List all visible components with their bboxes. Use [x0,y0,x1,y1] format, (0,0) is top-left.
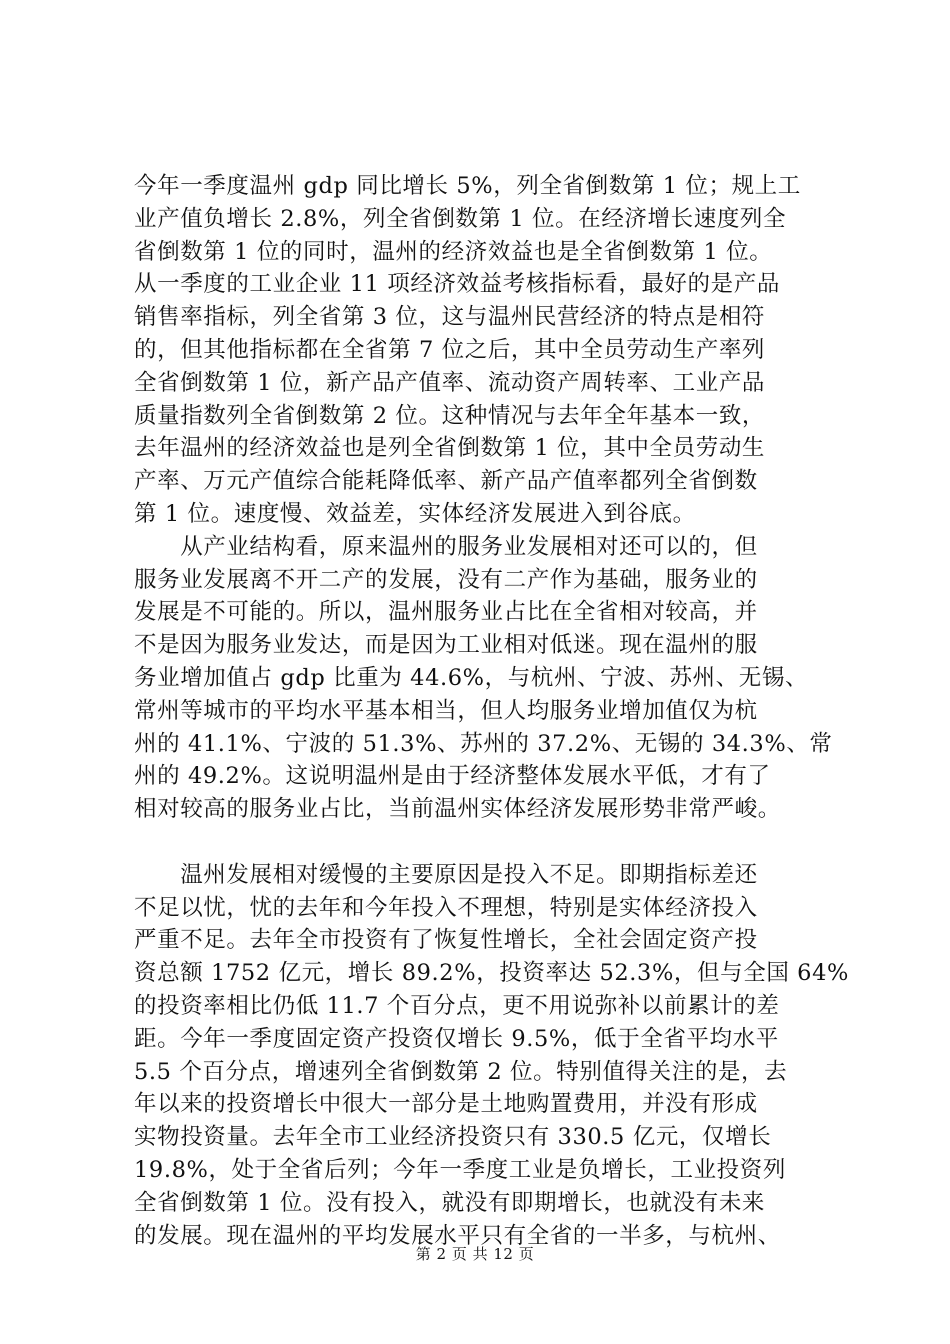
text-line: 产率、万元产值综合能耗降低率、新产品产值率都列全省倒数 [134,468,758,495]
text-line: 省倒数第 1 位的同时，温州的经济效益也是全省倒数第 1 位。 [134,238,773,265]
text-line: 第 1 位。速度慢、效益差，实体经济发展进入到谷底。 [134,500,696,527]
paragraph-2 [134,531,834,826]
paragraph-spacer [134,826,834,859]
text-line: 服务业发展离不开二产的发展，没有二产作为基础，服务业的 [134,566,758,593]
text-line: 全省倒数第 1 位。没有投入，就没有即期增长，也就没有未来 [134,1189,766,1216]
text-line: 实物投资量。去年全市工业经济投资只有 330.5 亿元，仅增长 [134,1124,772,1151]
text-line: 从产业结构看，原来温州的服务业发展相对还可以的，但 [134,533,758,560]
text-line: 不足以忧，忧的去年和今年投入不理想，特别是实体经济投入 [134,894,758,921]
text-line: 业产值负增长 2.8%，列全省倒数第 1 位。在经济增长速度列全 [134,205,787,232]
text-line: 从一季度的工业企业 11 项经济效益考核指标看，最好的是产品 [134,271,780,298]
text-line: 去年温州的经济效益也是列全省倒数第 1 位，其中全员劳动生 [134,435,766,462]
text-line: 资总额 1752 亿元，增长 89.2%，投资率达 52.3%，但与全国 64% [134,960,849,987]
text-line: 常州等城市的平均水平基本相当，但人均服务业增加值仅为杭 [134,697,758,724]
text-line: 今年一季度温州 gdp 同比增长 5%，列全省倒数第 1 位；规上工 [134,173,801,199]
paragraph-3 [134,859,849,1253]
text-line: 19.8%，处于全省后列；今年一季度工业是负增长，工业投资列 [134,1156,786,1183]
text-line: 5.5 个百分点，增速列全省倒数第 2 位。特别值得关注的是，去 [134,1058,788,1085]
text-line: 州的 49.2%。这说明温州是由于经济整体发展水平低，才有了 [134,763,771,790]
text-line: 务业增加值占 gdp 比重为 44.6%，与杭州、宁波、苏州、无锡、 [134,664,809,691]
text-line: 销售率指标，列全省第 3 位，这与温州民营经济的特点是相符 [134,304,766,331]
document-body [134,170,849,1252]
page-footer: 第 2 页 共 12 页 [415,1245,535,1263]
text-line: 距。今年一季度固定资产投资仅增长 9.5%，低于全省平均水平 [134,1025,779,1052]
text-line: 年以来的投资增长中很大一部分是土地购置费用，并没有形成 [134,1091,758,1118]
text-line: 严重不足。去年全市投资有了恢复性增长，全社会固定资产投 [134,927,758,954]
text-line: 发展是不可能的。所以，温州服务业占比在全省相对较高，并 [134,599,758,626]
text-line: 相对较高的服务业占比，当前温州实体经济发展形势非常严峻。 [134,796,781,823]
text-line: 的投资率相比仍低 11.7 个百分点，更不用说弥补以前累计的差 [134,992,780,1019]
text-line: 的，但其他指标都在全省第 7 位之后，其中全员劳动生产率列 [134,336,766,363]
paragraph-1 [134,170,834,531]
text-line: 全省倒数第 1 位，新产品产值率、流动资产周转率、工业产品 [134,369,766,396]
text-line: 不是因为服务业发达，而是因为工业相对低迷。现在温州的服 [134,632,758,659]
text-line: 的发展。现在温州的平均发展水平只有全省的一半多，与杭州、 [134,1222,781,1249]
text-line: 质量指数列全省倒数第 2 位。这种情况与去年全年基本一致， [134,402,766,429]
text-line: 温州发展相对缓慢的主要原因是投入不足。即期指标差还 [134,861,758,888]
text-line: 州的 41.1%、宁波的 51.3%、苏州的 37.2%、无锡的 34.3%、常 [134,730,833,757]
